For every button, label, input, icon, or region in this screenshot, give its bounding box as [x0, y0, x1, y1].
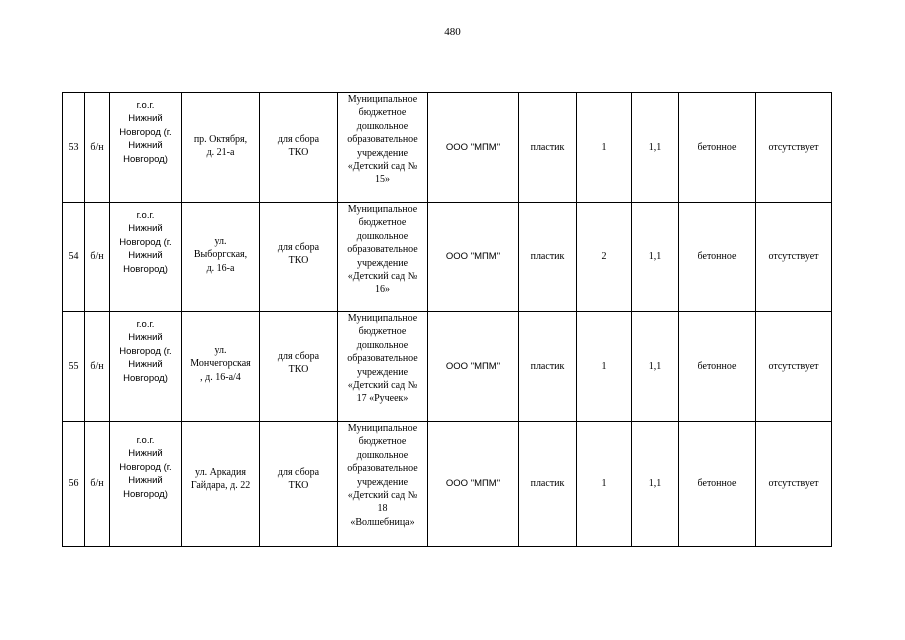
- registry-number-cell: б/н: [85, 312, 110, 422]
- waste-site-registry-table: [62, 92, 832, 547]
- purpose-cell: для сбора ТКО: [260, 203, 338, 312]
- owner-cell: Муниципальное бюджетное дошкольное образовательное учреждение «Детский сад № 18 «Волшебница»: [338, 422, 428, 547]
- page-number: 480: [444, 26, 461, 38]
- container-count-cell: 1: [577, 93, 632, 203]
- operator-cell: ООО "МПМ": [428, 312, 519, 422]
- owner-cell: Муниципальное бюджетное дошкольное образовательное учреждение «Детский сад № 16»: [338, 203, 428, 312]
- address-cell: пр. Октября, д. 21-а: [182, 93, 260, 203]
- purpose-cell: для сбора ТКО: [260, 312, 338, 422]
- address-cell: ул. Мончегорская , д. 16-а/4: [182, 312, 260, 422]
- container-material-cell: пластик: [519, 203, 577, 312]
- fence-cell: отсутствует: [756, 93, 832, 203]
- owner-cell: Муниципальное бюджетное дошкольное образовательное учреждение «Детский сад № 15»: [338, 93, 428, 203]
- purpose-cell: для сбора ТКО: [260, 93, 338, 203]
- address-cell: ул. Выборгская, д. 16-а: [182, 203, 260, 312]
- district-cell: г.о.г. Нижний Новгород (г. Нижний Новгород): [110, 93, 182, 203]
- table-row: [63, 203, 832, 312]
- container-volume-cell: 1,1: [632, 203, 679, 312]
- row-number-cell: 56: [63, 422, 85, 547]
- container-volume-cell: 1,1: [632, 312, 679, 422]
- row-number-cell: 54: [63, 203, 85, 312]
- surface-cell: бетонное: [679, 93, 756, 203]
- operator-cell: ООО "МПМ": [428, 422, 519, 547]
- table-row: [63, 422, 832, 547]
- container-volume-cell: 1,1: [632, 422, 679, 547]
- table-row: [63, 93, 832, 203]
- row-number-cell: 53: [63, 93, 85, 203]
- fence-cell: отсутствует: [756, 422, 832, 547]
- surface-cell: бетонное: [679, 422, 756, 547]
- district-cell: г.о.г. Нижний Новгород (г. Нижний Новгород): [110, 422, 182, 547]
- container-count-cell: 2: [577, 203, 632, 312]
- purpose-cell: для сбора ТКО: [260, 422, 338, 547]
- registry-number-cell: б/н: [85, 203, 110, 312]
- owner-cell: Муниципальное бюджетное дошкольное образовательное учреждение «Детский сад № 17 «Ручеек»: [338, 312, 428, 422]
- registry-number-cell: б/н: [85, 422, 110, 547]
- district-cell: г.о.г. Нижний Новгород (г. Нижний Новгород): [110, 203, 182, 312]
- table-row: [63, 312, 832, 422]
- container-material-cell: пластик: [519, 93, 577, 203]
- registry-number-cell: б/н: [85, 93, 110, 203]
- fence-cell: отсутствует: [756, 312, 832, 422]
- surface-cell: бетонное: [679, 312, 756, 422]
- surface-cell: бетонное: [679, 203, 756, 312]
- district-cell: г.о.г. Нижний Новгород (г. Нижний Новгород): [110, 312, 182, 422]
- container-material-cell: пластик: [519, 312, 577, 422]
- operator-cell: ООО "МПМ": [428, 203, 519, 312]
- operator-cell: ООО "МПМ": [428, 93, 519, 203]
- fence-cell: отсутствует: [756, 203, 832, 312]
- container-material-cell: пластик: [519, 422, 577, 547]
- container-volume-cell: 1,1: [632, 93, 679, 203]
- container-count-cell: 1: [577, 422, 632, 547]
- row-number-cell: 55: [63, 312, 85, 422]
- container-count-cell: 1: [577, 312, 632, 422]
- address-cell: ул. Аркадия Гайдара, д. 22: [182, 422, 260, 547]
